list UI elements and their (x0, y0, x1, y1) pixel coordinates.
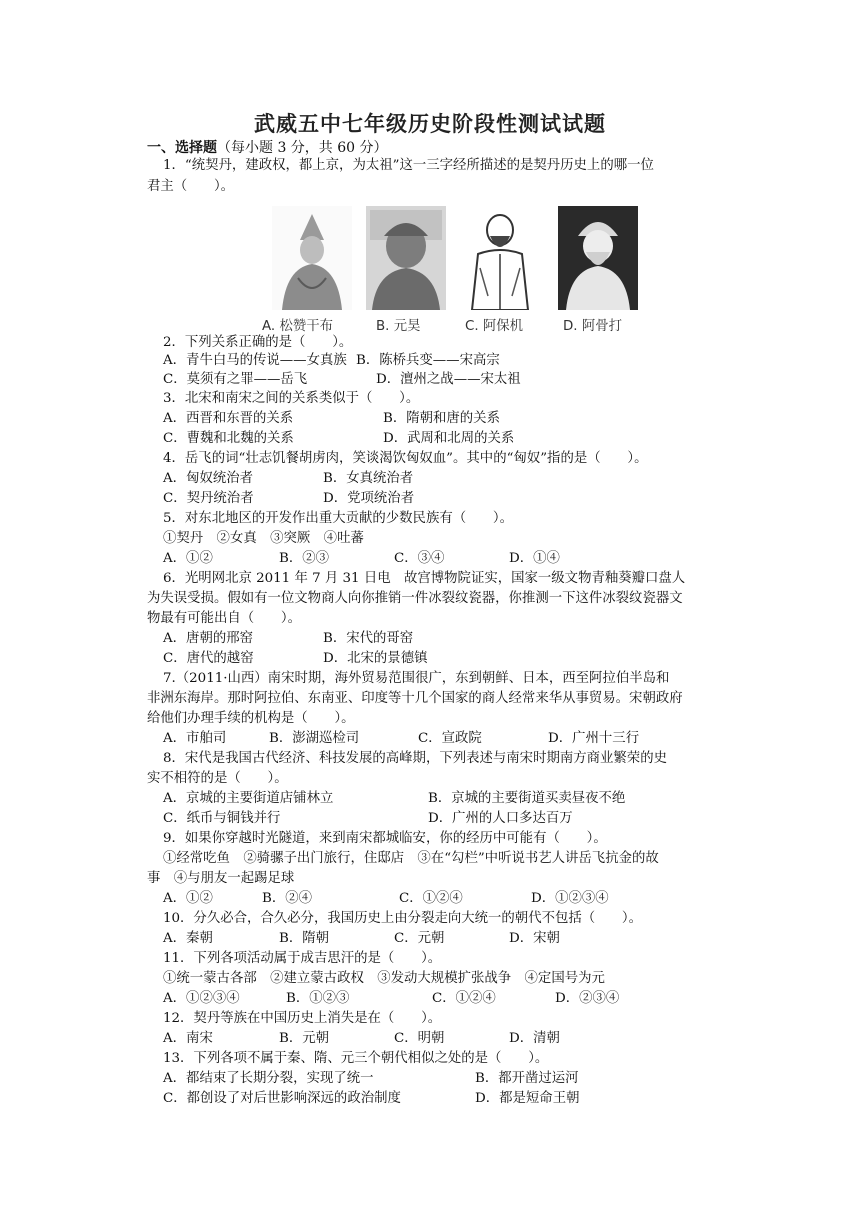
q3-option-a: A．西晋和东晋的关系 (163, 411, 294, 426)
q13-stem: 13．下列各项不属于秦、隋、元三个朝代相似之处的是（ ）。 (163, 1051, 549, 1066)
q2-stem: 2．下列关系正确的是（ ）。 (163, 335, 353, 350)
q9-option-a: A．①② (163, 891, 213, 906)
q5-option-a: A．①② (163, 551, 213, 566)
q6-option-a: A．唐朝的邢窑 (163, 631, 254, 646)
section-label: 一、选择题 (147, 140, 217, 156)
q8-option-d: D．广州的人口多达百万 (428, 811, 573, 826)
q6-stem-line3: 物最有可能出自（ ）。 (147, 611, 301, 626)
q12-option-b: B．元朝 (279, 1031, 330, 1046)
q6-option-c: C．唐代的越窑 (163, 651, 254, 666)
q5-option-c: C．③④ (394, 551, 445, 566)
q11-option-d: D．②③④ (555, 991, 620, 1006)
q9-items-line2: 事 ④与朋友一起踢足球 (147, 871, 295, 886)
q12-option-d: D．清朝 (509, 1031, 560, 1046)
q7-option-c: C．宣政院 (418, 731, 482, 746)
portrait-aguda (558, 206, 638, 310)
q10-option-a: A．秦朝 (163, 931, 213, 946)
q7-stem-line2: 非洲东海岸。那时阿拉伯、东南亚、印度等十几个国家的商人经常来华从事贸易。宋朝政府 (147, 691, 683, 706)
q7-option-d: D．广州十三行 (548, 731, 640, 746)
q8-stem-line2: 实不相符的是（ ）。 (147, 771, 288, 786)
q8-option-a: A．京城的主要街道店铺林立 (163, 791, 334, 806)
portrait-abaoji (460, 206, 540, 310)
q7-stem-line1: 7.（2011·山西）南宋时期，海外贸易范围很广，东到朝鲜、日本，西至阿拉伯半岛和 (163, 671, 670, 686)
q11-option-b: B．①②③ (286, 991, 350, 1006)
q2-option-a: A．青牛白马的传说——女真族 (163, 353, 347, 368)
q11-option-a: A．①②③④ (163, 991, 240, 1006)
q9-stem: 9．如果你穿越时光隧道，来到南宋都城临安，你的经历中可能有（ ）。 (163, 831, 607, 846)
q13-option-d: D．都是短命王朝 (475, 1091, 580, 1106)
q4-option-b: B．女真统治者 (323, 471, 414, 486)
q12-option-a: A．南宋 (163, 1031, 213, 1046)
portrait-songtsen-gampo (272, 206, 352, 310)
q8-stem-line1: 8．宋代是我国古代经济、科技发展的高峰期，下列表述与南宋时期南方商业繁荣的史 (163, 751, 667, 766)
q6-option-d: D．北宋的景德镇 (323, 651, 428, 666)
q9-option-c: C．①②④ (399, 891, 463, 906)
q4-option-a: A．匈奴统治者 (163, 471, 254, 486)
q7-option-b: B．澎湖巡检司 (269, 731, 360, 746)
q10-option-c: C．元朝 (394, 931, 445, 946)
q2-option-c: C．莫须有之罪——岳飞 (163, 372, 308, 387)
q5-option-d: D．①④ (509, 551, 560, 566)
q3-option-d: D．武周和北周的关系 (383, 431, 515, 446)
q11-items: ①统一蒙古各部 ②建立蒙古政权 ③发动大规模扩张战争 ④定国号为元 (163, 971, 605, 986)
q2-option-b: B．陈桥兵变——宋高宗 (356, 353, 500, 368)
q1-captions (262, 315, 682, 335)
q1-caption-c: C. 阿保机 (465, 319, 524, 334)
q4-option-d: D．党项统治者 (323, 491, 415, 506)
q1-caption-a: A. 松赞干布 (262, 319, 333, 334)
q1-caption-b: B. 元昊 (376, 319, 421, 334)
portrait-yuanhao (366, 206, 446, 310)
q7-option-a: A．市舶司 (163, 731, 227, 746)
q3-option-c: C．曹魏和北魏的关系 (163, 431, 294, 446)
q2-option-d: D．澶州之战——宋太祖 (376, 372, 521, 387)
q13-option-c: C．都创设了对后世影响深远的政治制度 (163, 1091, 401, 1106)
q6-stem-line2: 为失误受损。假如有一位文物商人向你推销一件冰裂纹瓷器，你推测一下这件冰裂纹瓷器文 (147, 591, 683, 606)
q1-portrait-row (262, 206, 652, 314)
q4-stem: 4．岳飞的词“壮志饥餐胡虏肉，笑谈渴饮匈奴血”。其中的“匈奴”指的是（ ）。 (163, 451, 648, 466)
q13-option-a: A．都结束了长期分裂，实现了统一 (163, 1071, 374, 1086)
q10-option-b: B．隋朝 (279, 931, 330, 946)
q4-option-c: C．契丹统治者 (163, 491, 254, 506)
q9-option-d: D．①②③④ (531, 891, 609, 906)
q3-stem: 3．北宋和南宋之间的关系类似于（ ）。 (163, 391, 420, 406)
q8-option-c: C．纸币与铜钱并行 (163, 811, 281, 826)
q13-option-b: B．都开凿过运河 (475, 1071, 579, 1086)
q10-option-d: D．宋朝 (509, 931, 560, 946)
q6-option-b: B．宋代的哥窑 (323, 631, 414, 646)
q5-option-b: B．②③ (279, 551, 330, 566)
q9-items-line1: ①经常吃鱼 ②骑骡子出门旅行，住邸店 ③在“勾栏”中听说书艺人讲岳飞抗金的故 (163, 851, 659, 866)
q12-option-c: C．明朝 (394, 1031, 445, 1046)
section-note: （每小题 3 分，共 60 分） (217, 140, 388, 156)
q3-option-b: B．隋朝和唐的关系 (383, 411, 500, 426)
q10-stem: 10．分久必合，合久必分，我国历史上由分裂走向大统一的朝代不包括（ ）。 (163, 911, 643, 926)
q11-stem: 11．下列各项活动属于成吉思汗的是（ ）。 (163, 951, 442, 966)
q8-option-b: B．京城的主要街道买卖昼夜不绝 (428, 791, 626, 806)
q1-stem-line2: 君主（ ）。 (147, 179, 235, 194)
q9-option-b: B．②④ (262, 891, 313, 906)
page-title: 武威五中七年级历史阶段性测试试题 (254, 112, 606, 136)
q5-items: ①契丹 ②女真 ③突厥 ④吐蕃 (163, 531, 364, 546)
q1-caption-d: D. 阿骨打 (563, 319, 622, 334)
q1-stem-line1: 1．“统契丹，建政权，都上京，为太祖”这一三字经所描述的是契丹历史上的哪一位 (163, 158, 654, 173)
q12-stem: 12．契丹等族在中国历史上消失是在（ ）。 (163, 1011, 442, 1026)
q7-stem-line3: 给他们办理手续的机构是（ ）。 (147, 711, 355, 726)
q5-stem: 5．对东北地区的开发作出重大贡献的少数民族有（ ）。 (163, 511, 513, 526)
q11-option-c: C．①②④ (432, 991, 496, 1006)
section-heading (147, 137, 388, 157)
q6-stem-line1: 6．光明网北京 2011 年 7 月 31 日电 故宫博物院证实，国家一级文物青釉葵瓣口盘人 (163, 571, 686, 586)
